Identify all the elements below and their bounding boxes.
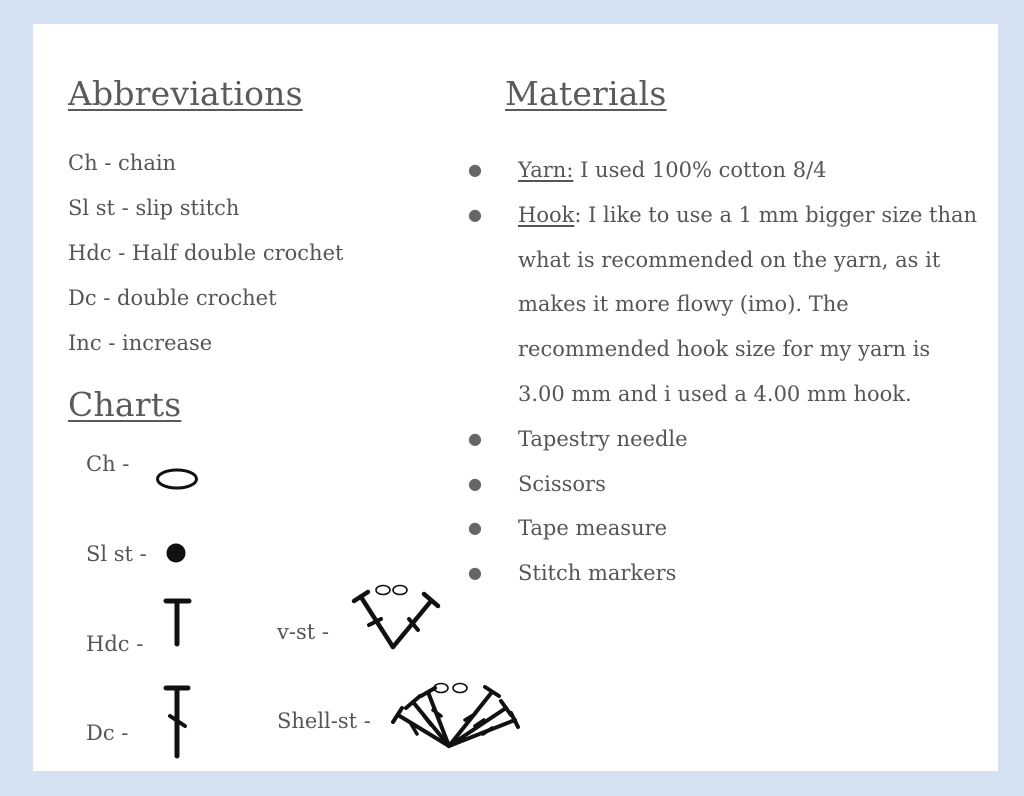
chain-symbol-icon [155, 465, 200, 493]
materials-item-hook [468, 193, 978, 417]
bullet-icon: ● [468, 204, 482, 224]
scissors-text: Scissors [518, 471, 606, 496]
materials-item-tapestry-needle [468, 417, 978, 462]
abbreviations-list [68, 148, 343, 373]
tape-measure-text: Tape measure [518, 516, 668, 541]
v-stitch-symbol-icon [349, 580, 444, 652]
yarn-text: I used 100% cotton 8/4 [573, 158, 827, 182]
charts-heading: Charts [68, 385, 182, 424]
half-double-crochet-symbol-icon [163, 598, 193, 648]
ch-chart-label: Ch - [86, 452, 130, 476]
shell-stitch-symbol-icon [389, 678, 521, 758]
hdc-chart-label: Hdc - [86, 632, 144, 656]
bullet-icon: ● [468, 518, 482, 538]
tapestry-needle-text: Tapestry needle [518, 426, 688, 451]
materials-item-scissors [468, 462, 978, 507]
vst-chart-label: v-st - [277, 620, 329, 644]
yarn-label: Yarn: [518, 158, 574, 182]
abbreviation-item: Inc - increase [68, 331, 213, 355]
stitch-markers-text: Stitch markers [518, 561, 677, 586]
hook-label: Hook [518, 202, 575, 227]
bullet-icon: ● [468, 160, 482, 179]
page [33, 24, 998, 771]
slst-chart-label: Sl st - [86, 542, 147, 566]
materials-item-stitch-markers [468, 551, 978, 596]
slip-stitch-symbol-icon [164, 541, 188, 565]
shell-chart-label: Shell-st - [277, 709, 371, 733]
materials-heading: Materials [505, 74, 667, 113]
abbreviation-item: Ch - chain [68, 151, 177, 175]
bullet-icon: ● [468, 563, 482, 583]
materials-item-tape-measure [468, 506, 978, 551]
dc-chart-label: Dc - [86, 721, 129, 745]
hook-text: : I like to use a 1 mm bigger size than what is recommended on the yarn, as it makes it more flowy (imo). The recommended hook size for my yarn is 3.00 mm and i used a 4.00 mm hook. [518, 202, 978, 406]
abbreviation-item: Sl st - slip stitch [68, 196, 240, 220]
materials-list [468, 148, 978, 596]
abbreviation-item: Hdc - Half double crochet [68, 241, 344, 265]
bullet-icon: ● [468, 428, 482, 448]
materials-item-yarn [468, 148, 978, 193]
bullet-icon: ● [468, 473, 482, 493]
abbreviation-item: Dc - double crochet [68, 286, 277, 310]
abbreviations-heading: Abbreviations [68, 74, 303, 113]
double-crochet-symbol-icon [163, 685, 193, 761]
